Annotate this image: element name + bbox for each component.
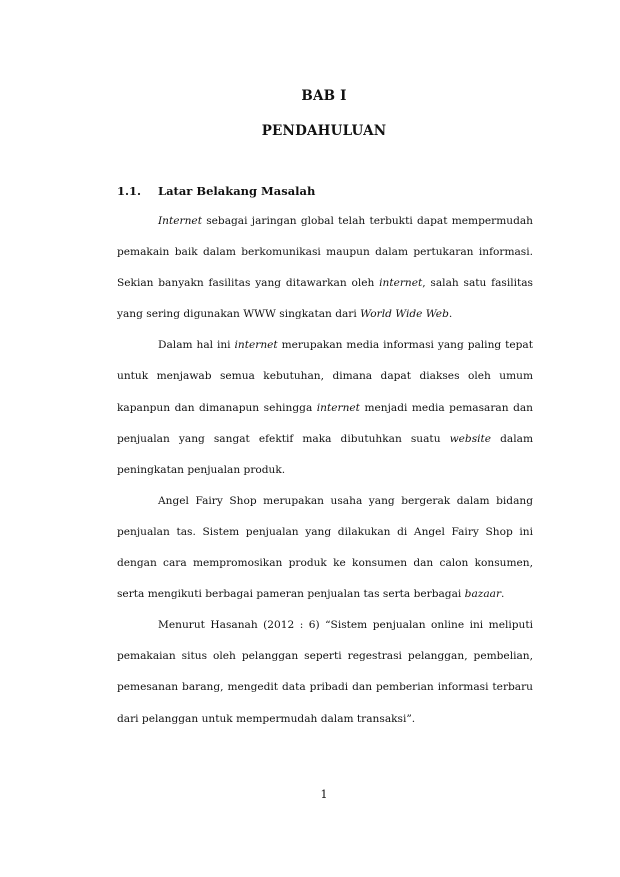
italic-term: World Wide Web: [360, 308, 449, 321]
text-run: Dalam hal ini: [158, 339, 235, 352]
text-run: sebagai jaringan global telah terbukti dapat mempermudah pemakain baik dalam berkomunikasi maupun dalam pertukaran informasi. Sekian banyakn fasilitas yang ditawarkan oleh: [117, 215, 533, 290]
text-run: merupakan media informasi yang paling tepat untuk menjawab semua kebutuhan, dimana dapat diakses oleh umum kapanpun dan dimanapun sehingga: [117, 339, 533, 414]
body-text: [117, 206, 533, 735]
page-number: 1: [320, 788, 328, 801]
chapter-title: PENDAHULUAN: [261, 123, 387, 139]
section-number: 1.1.: [117, 184, 142, 198]
paragraph: [117, 610, 533, 734]
chapter-number: BAB I: [301, 88, 347, 104]
italic-term: internet: [316, 401, 360, 414]
italic-term: Internet: [158, 215, 202, 227]
section-heading: [117, 184, 315, 198]
text-run: .: [501, 588, 505, 601]
section-title: Latar Belakang Masalah: [158, 184, 316, 198]
italic-term: internet: [379, 277, 423, 290]
paragraph: [117, 206, 533, 330]
text-run: .: [448, 308, 453, 321]
text-run: Menurut Hasanah (2012 : 6) “Sistem penjualan online ini meliputi pemakaian situs oleh pelanggan seperti regestrasi pelanggan, pembelian, pemesanan barang, mengedit data pribadi dan pemberian informasi terbaru dari pelanggan untuk mempermudah dalam transaksi”.: [117, 619, 533, 725]
italic-term: website: [449, 432, 492, 445]
text-run: Angel Fairy Shop merupakan usaha yang bergerak dalam bidang penjualan tas. Sistem penjualan yang dilakukan di Angel Fairy Shop ini dengan cara mempromosikan produk ke konsumen dan calon konsumen, serta mengikuti berbagai pameran penjualan tas serta berbagai: [117, 494, 533, 601]
italic-term: bazaar: [464, 588, 502, 601]
text-run: dalam peningkatan penjualan produk.: [117, 432, 533, 476]
italic-term: internet: [234, 339, 278, 352]
paragraph: [117, 486, 533, 610]
text-run: menjadi media pemasaran dan penjualan yang sangat efektif maka dibutuhkan suatu: [117, 401, 533, 445]
text-run: , salah satu fasilitas yang sering digunakan WWW singkatan dari: [117, 277, 533, 321]
paragraph: [117, 330, 533, 485]
